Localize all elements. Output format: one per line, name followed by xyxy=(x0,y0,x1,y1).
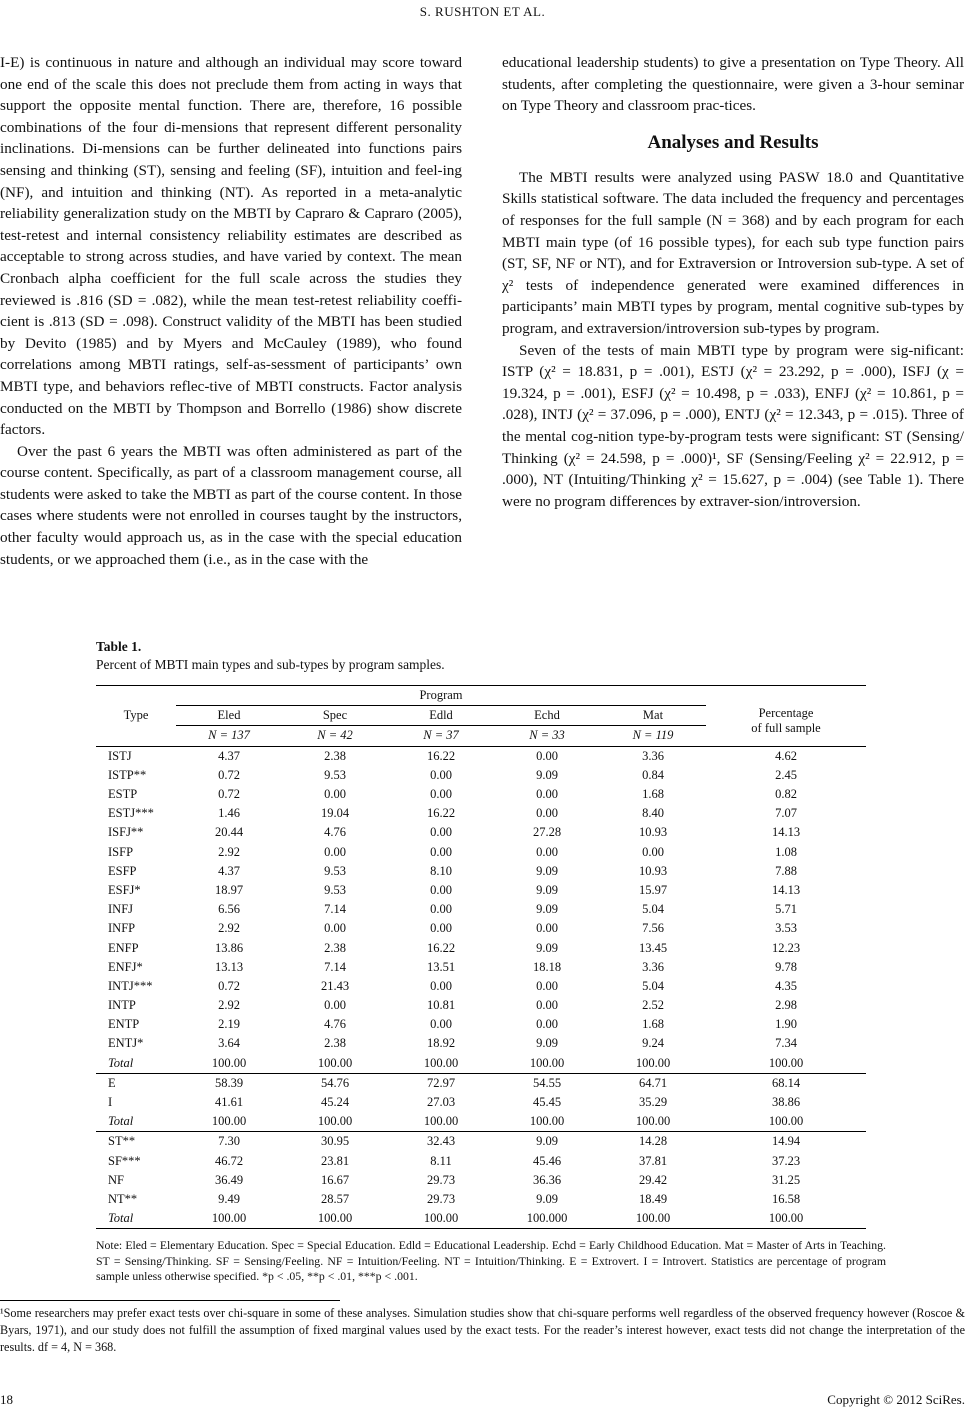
footnote: ¹Some researchers may prefer exact tests over chi-square in some of these analyses. Simulation studies show that chi-square performs well regardless of the observed frequency however (Roscoe & Byars, 1971), and our study does not fulfill the assumption of fixed marginal values used by the exact tests. For the reader’s interest however, exact tests did not change the interpretation of the results. df = 4, N = 368. xyxy=(0,1306,965,1354)
right-paragraph-2: The MBTI results were analyzed using PASW 18.0 and Quantitative Skills statistical software. The data included the frequency and percentages of responses for the full sample (N = 368) and by each program for each MBTI main type (of 16 possible types), for each sub type function pairs (ST, SF, NF or NT), and for Extraversion or Introversion sub-type. A set of χ² tests of independence generated were examined differences in participants’ main MBTI types by program, mental cognitive sub-types by program, and extraversion/introversion sub-types by program. xyxy=(502,168,964,337)
table-cell: 32.43 xyxy=(388,1132,494,1152)
table-cell: 45.24 xyxy=(320,1095,350,1110)
table-cell: 2.52 xyxy=(642,998,664,1013)
table-cell: 0.00 xyxy=(494,746,600,766)
table-row xyxy=(96,862,866,881)
table-cell: 100.00 xyxy=(768,1114,804,1129)
right-paragraph-3: Seven of the tests of main MBTI type by program were sig-nificant: ISTP (χ² = 18.831, p = .001), ESTJ (χ² = 23.292, p = .000), ISFJ (χ = 19.324, p = .001), ESFJ (χ² = 10.498, p = .033), ENFJ (χ² = 10.861, p = .028), INTJ (χ² = 37.096, p = .000), ENTJ (χ² = 12.343, p = .015). Three of the mental cog-nition type-by-program tests were significant: ST (Sensing/ Thinking (χ² = 24.598, p = .000)¹, SF (Sensing/Feeling χ² = 22.912, p = .000), NT (Intuiting/Thinking χ² = 15.627, p = .004) (see Table 1). There were no program differences by extraver-sion/introversion. xyxy=(502,341,964,510)
table-cell: 14.13 xyxy=(771,825,801,840)
table-cell: 9.53 xyxy=(324,767,346,782)
row-label: I xyxy=(108,1095,113,1110)
table-cell: 4.35 xyxy=(775,978,797,993)
row-label: ESFJ* xyxy=(108,882,141,897)
table-row xyxy=(96,1073,866,1093)
table-cell: 0.00 xyxy=(430,825,452,840)
row-label: ENFP xyxy=(108,940,139,955)
table-cell: 10.93 xyxy=(638,825,668,840)
table-cell: 2.38 xyxy=(282,746,388,766)
table-cell: 0.00 xyxy=(430,1017,452,1032)
table-cell: 5.04 xyxy=(642,978,664,993)
table-row xyxy=(96,958,866,977)
column-n: N = 137 xyxy=(176,726,282,746)
table-row xyxy=(96,1093,866,1112)
table-cell: 0.00 xyxy=(536,844,558,859)
section-title: Analyses and Results xyxy=(647,131,819,153)
table-cell: 0.00 xyxy=(324,998,346,1013)
row-label: ST** xyxy=(96,1132,176,1152)
footnote-rule xyxy=(0,1300,340,1301)
table-cell: 100.00 xyxy=(176,1209,282,1229)
table-cell: 0.00 xyxy=(536,998,558,1013)
table-cell: 37.23 xyxy=(771,1153,801,1168)
table-cell: 64.71 xyxy=(600,1073,706,1093)
table-cell: 4.62 xyxy=(706,746,866,766)
table-row xyxy=(96,1152,866,1171)
table-cell: 29.73 xyxy=(426,1191,456,1206)
row-label: NT** xyxy=(108,1191,138,1206)
table-row xyxy=(96,1132,866,1152)
table-cell: 27.28 xyxy=(532,825,562,840)
table-cell: 0.00 xyxy=(536,921,558,936)
table-row xyxy=(96,1190,866,1209)
table-cell: 0.72 xyxy=(218,767,240,782)
table-cell: 2.92 xyxy=(218,998,240,1013)
table-cell: 4.76 xyxy=(324,1017,346,1032)
right-paragraph-1: educational leadership students) to give a presentation on Type Theory. All students, after completing the questionnaire, were given a 3-hour seminar on Type Theory and classroom prac-tices. xyxy=(502,54,964,115)
table-cell: 100.00 xyxy=(529,1114,565,1129)
row-label: ENTJ* xyxy=(108,1036,144,1051)
row-label: Total xyxy=(108,1055,134,1070)
table-cell: 7.34 xyxy=(775,1036,797,1051)
table-cell: 9.53 xyxy=(324,863,346,878)
table-cell: 4.37 xyxy=(218,863,240,878)
table-cell: 0.00 xyxy=(430,921,452,936)
table-cell: 100.00 xyxy=(529,1055,565,1070)
table-cell: 46.72 xyxy=(214,1153,244,1168)
table-cell: 2.92 xyxy=(218,844,240,859)
table-row xyxy=(96,843,866,862)
percentage-header-line-1: Percentage xyxy=(758,705,814,720)
table-cell: 0.00 xyxy=(642,844,664,859)
table-cell: 68.14 xyxy=(706,1073,866,1093)
table-cell: 9.24 xyxy=(642,1036,664,1051)
row-label: ESTJ*** xyxy=(108,806,154,821)
row-label: Total xyxy=(108,1114,134,1129)
table-cell: 0.00 xyxy=(324,921,346,936)
table-1 xyxy=(96,638,886,1285)
table-cell: 41.61 xyxy=(214,1095,244,1110)
row-label: ISTJ xyxy=(96,746,176,766)
table-cell: 6.56 xyxy=(218,902,240,917)
table-cell: 7.88 xyxy=(775,863,797,878)
table-cell: 10.93 xyxy=(638,863,668,878)
table-cell: 100.00 xyxy=(388,1209,494,1229)
table-cell: 8.10 xyxy=(430,863,452,878)
table-cell: 0.72 xyxy=(218,978,240,993)
table-row xyxy=(96,1209,866,1229)
type-header: Type xyxy=(96,686,176,747)
table-cell: 45.46 xyxy=(532,1153,562,1168)
table-cell: 1.68 xyxy=(642,787,664,802)
table-cell: 23.81 xyxy=(320,1153,350,1168)
table-row xyxy=(96,785,866,804)
table-cell: 9.53 xyxy=(324,882,346,897)
table-cell: 5.71 xyxy=(775,902,797,917)
table-cell: 9.09 xyxy=(536,940,558,955)
table-cell: 7.07 xyxy=(775,806,797,821)
table-cell: 54.55 xyxy=(494,1073,600,1093)
table-cell: 13.13 xyxy=(214,959,244,974)
table-cell: 0.00 xyxy=(324,844,346,859)
table-row xyxy=(96,804,866,823)
table-cell: 7.56 xyxy=(642,921,664,936)
table-cell: 3.53 xyxy=(775,921,797,936)
table-cell: 2.38 xyxy=(324,1036,346,1051)
table-cell: 2.92 xyxy=(218,921,240,936)
percentage-header xyxy=(706,706,866,746)
table-cell: 100.00 xyxy=(211,1055,247,1070)
table-cell: 18.18 xyxy=(532,959,562,974)
table-cell: 28.57 xyxy=(320,1191,350,1206)
table-cell: 37.81 xyxy=(638,1153,668,1168)
table-cell: 0.00 xyxy=(536,1017,558,1032)
table-cell: 1.90 xyxy=(775,1017,797,1032)
table-cell: 30.95 xyxy=(282,1132,388,1152)
table-row xyxy=(96,996,866,1015)
table-cell: 5.04 xyxy=(642,902,664,917)
table-cell: 4.76 xyxy=(324,825,346,840)
row-label: ENTP xyxy=(108,1017,140,1032)
table-caption: Percent of MBTI main types and sub-types by program samples. xyxy=(96,657,445,672)
table-cell: 100.00 xyxy=(317,1055,353,1070)
table-cell: 2.19 xyxy=(218,1017,240,1032)
table-row xyxy=(96,746,866,766)
table-cell: 12.23 xyxy=(771,940,801,955)
table-cell: 27.03 xyxy=(426,1095,456,1110)
table-row xyxy=(96,881,866,900)
mbti-table xyxy=(96,685,866,1229)
table-cell: 3.64 xyxy=(218,1036,240,1051)
column-n: N = 42 xyxy=(282,726,388,746)
table-row xyxy=(96,1112,866,1132)
table-cell: 100.00 xyxy=(282,1209,388,1229)
row-label: ISFP xyxy=(108,844,134,859)
table-cell: 9.09 xyxy=(536,863,558,878)
table-cell: 9.09 xyxy=(536,767,558,782)
table-cell: 100.00 xyxy=(706,1209,866,1229)
table-cell: 0.82 xyxy=(775,787,797,802)
table-cell: 3.36 xyxy=(600,746,706,766)
column-n: N = 119 xyxy=(600,726,706,746)
row-label: ISTP** xyxy=(108,767,147,782)
table-row xyxy=(96,938,866,957)
row-label: SF*** xyxy=(108,1153,141,1168)
table-cell: 100.00 xyxy=(635,1114,671,1129)
table-cell: 9.78 xyxy=(775,959,797,974)
table-cell: 3.36 xyxy=(642,959,664,974)
table-cell: 100.00 xyxy=(423,1055,459,1070)
table-row xyxy=(96,1054,866,1074)
table-cell: 58.39 xyxy=(176,1073,282,1093)
table-cell: 20.44 xyxy=(214,825,244,840)
table-cell: 16.22 xyxy=(388,746,494,766)
left-column xyxy=(0,52,462,570)
table-cell: 1.68 xyxy=(642,1017,664,1032)
table-cell: 16.67 xyxy=(320,1172,350,1187)
column-n: N = 37 xyxy=(388,726,494,746)
row-label: INFP xyxy=(108,921,136,936)
copyright: Copyright © 2012 SciRes. xyxy=(827,1392,965,1407)
row-label: Total xyxy=(96,1209,176,1229)
table-cell: 0.84 xyxy=(642,767,664,782)
table-cell: 13.45 xyxy=(638,940,668,955)
left-paragraph-2: Over the past 6 years the MBTI was often administered as part of the course content. Specifically, as part of a classroom management course, all students were asked to take the MBTI as part of the course content. In those cases where students were not enrolled in courses taught by the instructors, other faculty would approach us, as in the case with the special education students, or we approached them (i.e., as in the case with the xyxy=(0,442,462,568)
table-cell: 100.00 xyxy=(423,1114,459,1129)
column-header: Spec xyxy=(282,706,388,726)
table-cell: 54.76 xyxy=(282,1073,388,1093)
table-cell: 0.00 xyxy=(536,787,558,802)
row-label: INTJ*** xyxy=(108,978,153,993)
table-cell: 19.04 xyxy=(320,806,350,821)
table-cell: 45.45 xyxy=(532,1095,562,1110)
table-cell: 16.58 xyxy=(771,1191,801,1206)
table-title: Table 1. xyxy=(96,639,142,654)
table-cell: 13.86 xyxy=(214,940,244,955)
table-cell: 29.73 xyxy=(426,1172,456,1187)
table-cell: 9.09 xyxy=(536,902,558,917)
page-number: 18 xyxy=(0,1392,13,1407)
table-cell: 10.81 xyxy=(426,998,456,1013)
table-cell: 100.000 xyxy=(494,1209,600,1229)
table-cell: 31.25 xyxy=(771,1172,801,1187)
table-row xyxy=(96,1015,866,1034)
table-row xyxy=(96,977,866,996)
row-label: E xyxy=(96,1073,176,1093)
column-n: N = 33 xyxy=(494,726,600,746)
row-label: INFJ xyxy=(108,902,134,917)
table-cell: 9.09 xyxy=(536,1036,558,1051)
table-cell: 35.29 xyxy=(638,1095,668,1110)
row-label: INTP xyxy=(108,998,136,1013)
table-cell: 18.92 xyxy=(426,1036,456,1051)
table-cell: 0.72 xyxy=(218,787,240,802)
table-cell: 14.94 xyxy=(706,1132,866,1152)
table-cell: 9.09 xyxy=(536,1191,558,1206)
table-cell: 2.38 xyxy=(324,940,346,955)
table-cell: 72.97 xyxy=(388,1073,494,1093)
table-cell: 0.00 xyxy=(324,787,346,802)
table-cell: 13.51 xyxy=(426,959,456,974)
row-label: NF xyxy=(108,1172,124,1187)
table-cell: 7.14 xyxy=(324,959,346,974)
column-header: Echd xyxy=(494,706,600,726)
row-label: ENFJ* xyxy=(108,959,143,974)
table-cell: 36.36 xyxy=(532,1172,562,1187)
running-header: S. RUSHTON ET AL. xyxy=(419,4,546,19)
table-cell: 0.00 xyxy=(430,787,452,802)
table-cell: 9.09 xyxy=(494,1132,600,1152)
table-cell: 18.49 xyxy=(638,1191,668,1206)
table-cell: 14.13 xyxy=(771,882,801,897)
table-cell: 2.98 xyxy=(775,998,797,1013)
table-cell: 1.08 xyxy=(775,844,797,859)
row-label: ESTP xyxy=(108,787,138,802)
table-row xyxy=(96,919,866,938)
table-cell: 100.00 xyxy=(635,1055,671,1070)
table-cell: 0.00 xyxy=(430,767,452,782)
table-cell: 9.09 xyxy=(536,882,558,897)
table-cell: 0.00 xyxy=(536,978,558,993)
table-cell: 21.43 xyxy=(320,978,350,993)
table-cell: 100.00 xyxy=(600,1209,706,1229)
table-cell: 1.46 xyxy=(218,806,240,821)
table-cell: 8.11 xyxy=(430,1153,452,1168)
table-cell: 38.86 xyxy=(771,1095,801,1110)
column-header: Eled xyxy=(176,706,282,726)
table-cell: 0.00 xyxy=(430,882,452,897)
table-note: Note: Eled = Elementary Education. Spec = Special Education. Edld = Educational Leadership. Echd = Early Childhood Education. Mat = Master of Arts in Teaching. ST = Sensing/Thinking. SF = Sensing/Feeling. NF = Intuition/Feeling. NT = Intuition/Thinking. E = Extrovert. I = Introvert. Statistics are percentage of program sample unless otherwise specified. *p < .05, **p < .01, ***p < .001. xyxy=(96,1238,886,1284)
table-cell: 100.00 xyxy=(768,1055,804,1070)
table-cell: 29.42 xyxy=(638,1172,668,1187)
table-cell: 100.00 xyxy=(317,1114,353,1129)
table-cell: 4.37 xyxy=(176,746,282,766)
table-cell: 15.97 xyxy=(638,882,668,897)
right-column xyxy=(502,52,964,512)
table-cell: 0.00 xyxy=(430,902,452,917)
row-label: ISFJ** xyxy=(108,825,144,840)
table-cell: 0.00 xyxy=(430,978,452,993)
table-cell: 9.49 xyxy=(218,1191,240,1206)
table-cell: 16.22 xyxy=(426,806,456,821)
table-row xyxy=(96,900,866,919)
table-row xyxy=(96,766,866,785)
column-header: Edld xyxy=(388,706,494,726)
table-cell: 2.45 xyxy=(775,767,797,782)
program-header: Program xyxy=(176,686,706,706)
table-cell: 100.00 xyxy=(211,1114,247,1129)
table-cell: 18.97 xyxy=(214,882,244,897)
percentage-header-line-2: of full sample xyxy=(751,720,821,735)
table-cell: 7.14 xyxy=(324,902,346,917)
table-cell: 7.30 xyxy=(176,1132,282,1152)
table-cell: 0.00 xyxy=(430,844,452,859)
column-header: Mat xyxy=(600,706,706,726)
left-paragraph-1: I-E) is continuous in nature and although an individual may score toward one end of the scale this does not preclude them from acting in ways that support the opposite mental function. There are, therefore, 16 possible combinations of the four di-mensions that represent different personality inclinations. Di-mensions can be further delineated into functions pairs sensing and thinking (ST), sensing and feeling (SF), intuition and feel-ing (NF), and intuition and thinking (NT). As reported in a meta-analytic reliability generalization study on the MBTI by Capraro & Capraro (2005), test-retest and internal consistency reliability estimates are described as acceptable to strong across studies, and have varied by context. The mean Cronbach alpha coefficient for the full scale across the studies they reviewed is .816 (SD = .082), while the mean test-retest reliability coeffi-cient is .813 (SD = .098). Construct validity of the MBTI has been studied by Devito (1985) and by Myers and McCauley (1989), who found correlations among MBTI ratings, self-as-sessment of participants’ own MBTI type, and behaviors reflec-tive of MBTI constructs. Factor analysis conducted on the MBTI by Thompson and Borrello (1986) show discrete factors. xyxy=(0,54,462,439)
table-cell: 14.28 xyxy=(600,1132,706,1152)
row-label: ESFP xyxy=(108,863,137,878)
table-cell: 8.40 xyxy=(642,806,664,821)
table-cell: 36.49 xyxy=(214,1172,244,1187)
table-row xyxy=(96,1034,866,1053)
table-row xyxy=(96,823,866,842)
table-cell: 16.22 xyxy=(426,940,456,955)
table-cell: 0.00 xyxy=(536,806,558,821)
table-row xyxy=(96,1171,866,1190)
